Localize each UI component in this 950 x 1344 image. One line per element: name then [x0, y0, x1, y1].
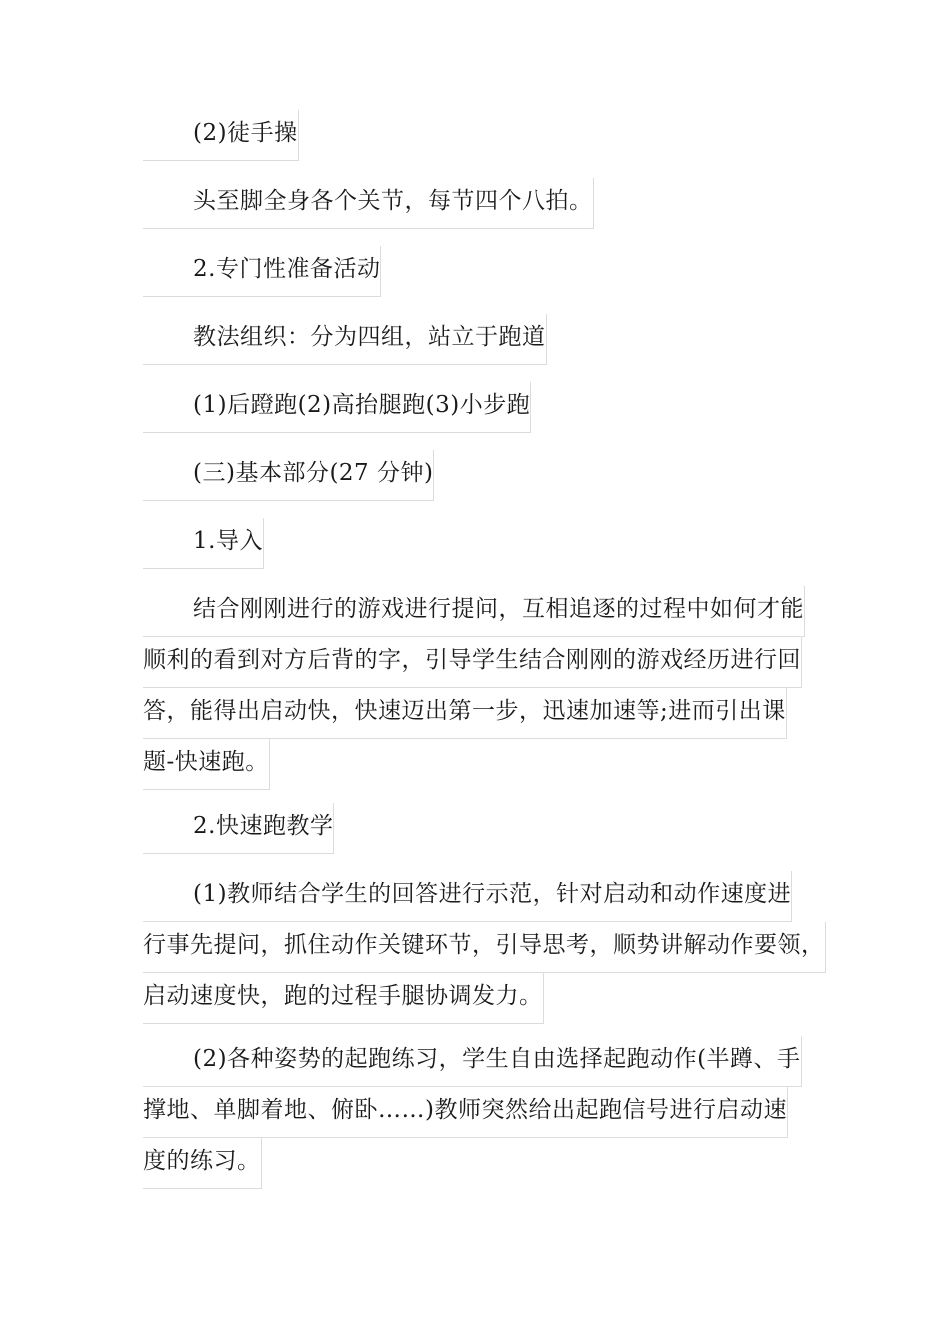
section-heading-basic-part	[143, 450, 434, 501]
section-heading-special-prep	[143, 246, 381, 297]
paragraph-line: 头至脚全身各个关节，每节四个八拍。	[143, 178, 594, 229]
paragraph-line: 启动速度快，跑的过程手腿协调发力。	[143, 973, 544, 1024]
paragraph-warmup-exercise	[143, 110, 299, 161]
paragraph-line: (三)基本部分(27 分钟)	[143, 450, 434, 501]
paragraph-joints	[143, 178, 594, 229]
paragraph-line: (2)徒手操	[143, 110, 299, 161]
paragraph-intro-body	[143, 586, 805, 790]
paragraph-line: (2)各种姿势的起跑练习，学生自由选择起跑动作(半蹲、手	[143, 1036, 802, 1087]
paragraph-organization	[143, 314, 547, 365]
paragraph-line: (1)教师结合学生的回答进行示范，针对启动和动作速度进	[143, 871, 792, 922]
paragraph-start-practice	[143, 1036, 802, 1189]
paragraph-line: 2.快速跑教学	[143, 803, 334, 854]
paragraph-line: 顺利的看到对方后背的字，引导学生结合刚刚的游戏经历进行回	[143, 637, 802, 688]
paragraph-line: 结合刚刚进行的游戏进行提问，互相追逐的过程中如何才能	[143, 586, 805, 637]
paragraph-line: (1)后蹬跑(2)高抬腿跑(3)小步跑	[143, 382, 531, 433]
paragraph-line: 2.专门性准备活动	[143, 246, 381, 297]
paragraph-line: 度的练习。	[143, 1138, 262, 1189]
paragraph-line: 1.导入	[143, 518, 264, 569]
paragraph-line: 撑地、单脚着地、俯卧……)教师突然给出起跑信号进行启动速	[143, 1087, 788, 1138]
paragraph-line: 题-快速跑。	[143, 739, 270, 790]
paragraph-demonstration	[143, 871, 826, 1024]
paragraph-line: 教法组织：分为四组，站立于跑道	[143, 314, 547, 365]
paragraph-line: 答，能得出启动快，快速迈出第一步，迅速加速等;进而引出课	[143, 688, 787, 739]
section-heading-fast-run	[143, 803, 334, 854]
paragraph-drills	[143, 382, 531, 433]
section-heading-intro	[143, 518, 264, 569]
paragraph-line: 行事先提问，抓住动作关键环节，引导思考，顺势讲解动作要领，	[143, 922, 826, 973]
